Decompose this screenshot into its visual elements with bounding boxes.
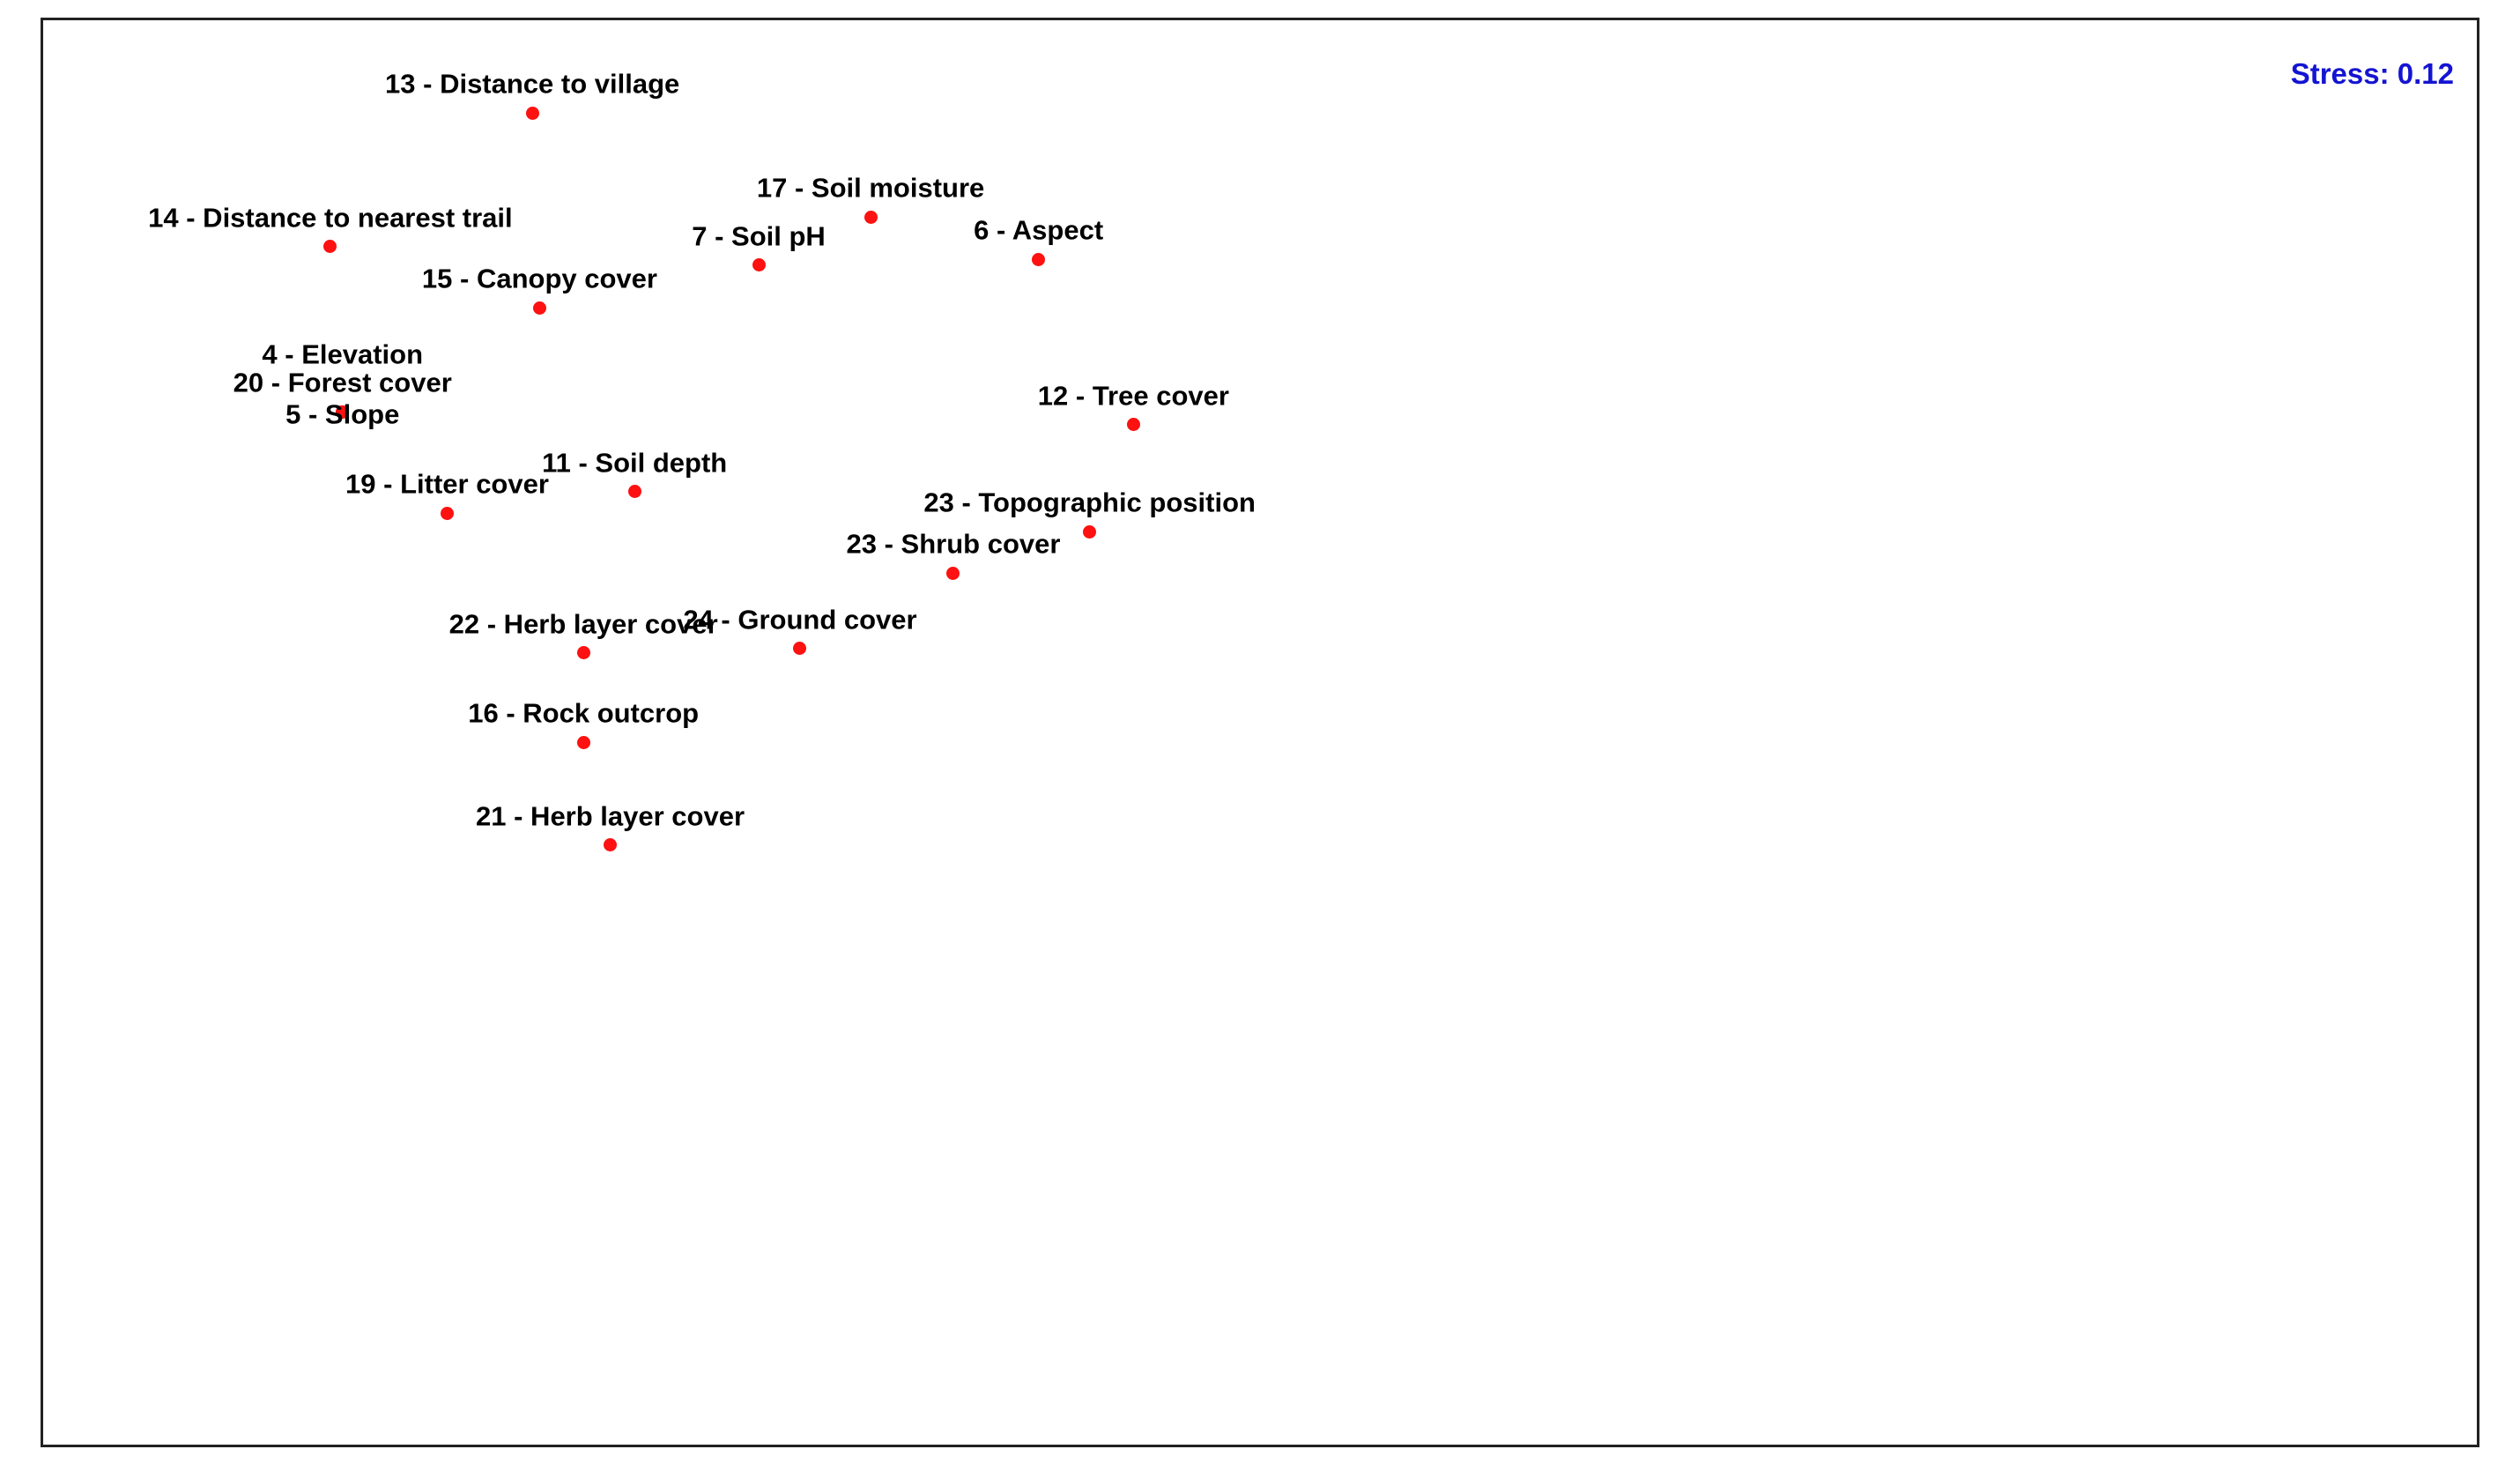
scatter-point-label: 23 - Topographic position (923, 487, 1256, 518)
scatter-point[interactable] (1032, 253, 1045, 266)
scatter-point-label: 22 - Herb layer cover (448, 607, 718, 639)
scatter-point[interactable] (793, 642, 806, 655)
scatter-point-label: 15 - Canopy cover (421, 263, 657, 294)
scatter-point[interactable] (628, 485, 641, 498)
scatter-point[interactable] (946, 567, 960, 580)
scatter-point[interactable] (533, 301, 546, 315)
scatter-point-label: 4 - Elevation (262, 338, 424, 370)
scatter-point-label: 19 - Litter cover (345, 468, 549, 500)
scatter-point-label: 16 - Rock outcrop (468, 697, 700, 729)
scatter-point-label: 6 - Aspect (974, 214, 1104, 246)
scatter-point-label: 20 - Forest cover (233, 367, 452, 398)
scatter-point-label: 12 - Tree cover (1037, 380, 1229, 412)
scatter-point-label: 17 - Soil moisture (756, 172, 985, 204)
scatter-point[interactable] (1127, 418, 1140, 431)
scatter-point[interactable] (752, 258, 766, 271)
scatter-point-label: 24 - Ground cover (683, 604, 917, 635)
scatter-plot-area (43, 20, 2477, 1445)
scatter-point[interactable] (323, 240, 337, 253)
scatter-point-label: 13 - Distance to village (385, 68, 680, 100)
scatter-point-label: 11 - Soil depth (542, 447, 728, 479)
scatter-point[interactable] (577, 736, 590, 749)
scatter-point[interactable] (604, 838, 617, 851)
stress-annotation: Stress: 0.12 (2290, 57, 2454, 90)
scatter-point-label: 5 - Slope (285, 398, 400, 430)
nmds-plot-frame (41, 18, 2479, 1447)
scatter-point[interactable] (526, 107, 539, 120)
scatter-point-label: 23 - Shrub cover (846, 528, 1061, 560)
scatter-point-label: 14 - Distance to nearest trail (148, 202, 513, 234)
scatter-point[interactable] (441, 507, 454, 520)
scatter-point[interactable] (577, 646, 590, 659)
scatter-point-label: 7 - Soil pH (692, 220, 826, 252)
scatter-point[interactable] (864, 211, 878, 224)
scatter-point[interactable] (1083, 525, 1096, 539)
scatter-point-label: 21 - Herb layer cover (476, 800, 745, 832)
